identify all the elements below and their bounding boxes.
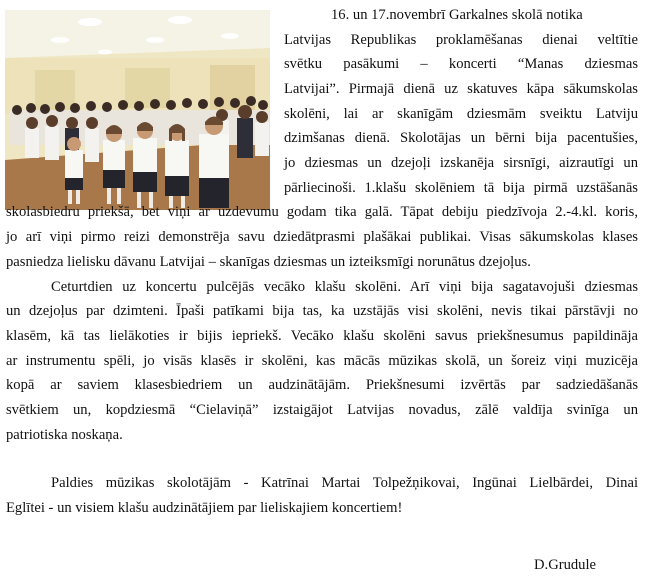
text-line: kopā ar saviem klasesbiedriem un audzinātājām. Priekšnesumi izvērtās par sadziedāšanās xyxy=(6,377,638,393)
text-line: dzimšanas dienā. Skolotājas un bērni bija pacentušies, xyxy=(284,130,638,146)
text-line: 16. un 17.novembrī Garkalnes skolā notika xyxy=(331,7,583,23)
text-line: svētkiem un, kopdziesmā “Cielaviņā” izstaigājot Latvijas novadus, zālē valdīja svinīga un xyxy=(6,402,638,418)
text-line: ar instrumentu spēli, jo visās klasēs ir skolēni, kas mācās mūzikas skolā, un šoreiz viņi muzicēja xyxy=(6,353,638,369)
text-line: un dzejoļus par dzimteni. Īpaši patīkami bija tas, ka uzstājās visi skolēni, nevis tikai pārstāvji no xyxy=(6,303,638,319)
text-line: svētku pasākumi – koncerti “Manas dziesmas xyxy=(284,56,638,72)
text-line: pārliecinoši. 1.klašu skolēniem tā bija pirmā uzstāšanās xyxy=(284,180,638,196)
text-line: patriotiska noskaņa. xyxy=(6,427,123,443)
text-line: skolēni, lai ar skanīgām dziesmām sveiktu Latviju xyxy=(284,106,638,122)
text-line: pasniedza lielisku dāvanu Latvijai – skanīgas dziesmas un izteiksmīgi norunātus dzejoļus. xyxy=(6,254,531,270)
concert-photo xyxy=(5,10,270,210)
text-line: jo arī viņi pirmo reizi demonstrēja savu dziedātprasmi plašākai publikai. Visas sākumskolas klases xyxy=(6,229,638,245)
text-line: jo dziesmas un dzejoļi izskanēja sirsnīgi, aizrautīgi un xyxy=(284,155,638,171)
text-line: Eglītei - un visiem klašu audzinātājiem par lieliskajiem koncertiem! xyxy=(6,500,403,516)
text-line: Latvijai”. Pirmajā dienā uz skatuves kāpa sākumskolas xyxy=(284,81,638,97)
text-line: klasēm, kā tas lielākoties ir bijis iepriekš. Vecāko klašu skolēni savus priekšnesumus papildināja xyxy=(6,328,638,344)
text-line: Latvijas Republikas proklamēšanas dienai veltītie xyxy=(284,32,638,48)
text-line: skolasbiedru priekšā, bet viņi ar uzdevumu godam tika galā. Tāpat debiju piedzīvoja 2.-4.kl. koris, xyxy=(6,204,638,220)
concert-photo-illustration xyxy=(5,10,270,210)
text-line: Paldies mūzikas skolotājām - Katrīnai Martai Tolpežņikovai, Ingūnai Lielbārdei, Dinai xyxy=(51,475,638,491)
signature: D.Grudule xyxy=(534,557,597,573)
text-line: Ceturtdien uz koncertu pulcējās vecāko klašu skolēni. Arī viņi bija sagatavojuši dziesmas xyxy=(51,279,638,295)
